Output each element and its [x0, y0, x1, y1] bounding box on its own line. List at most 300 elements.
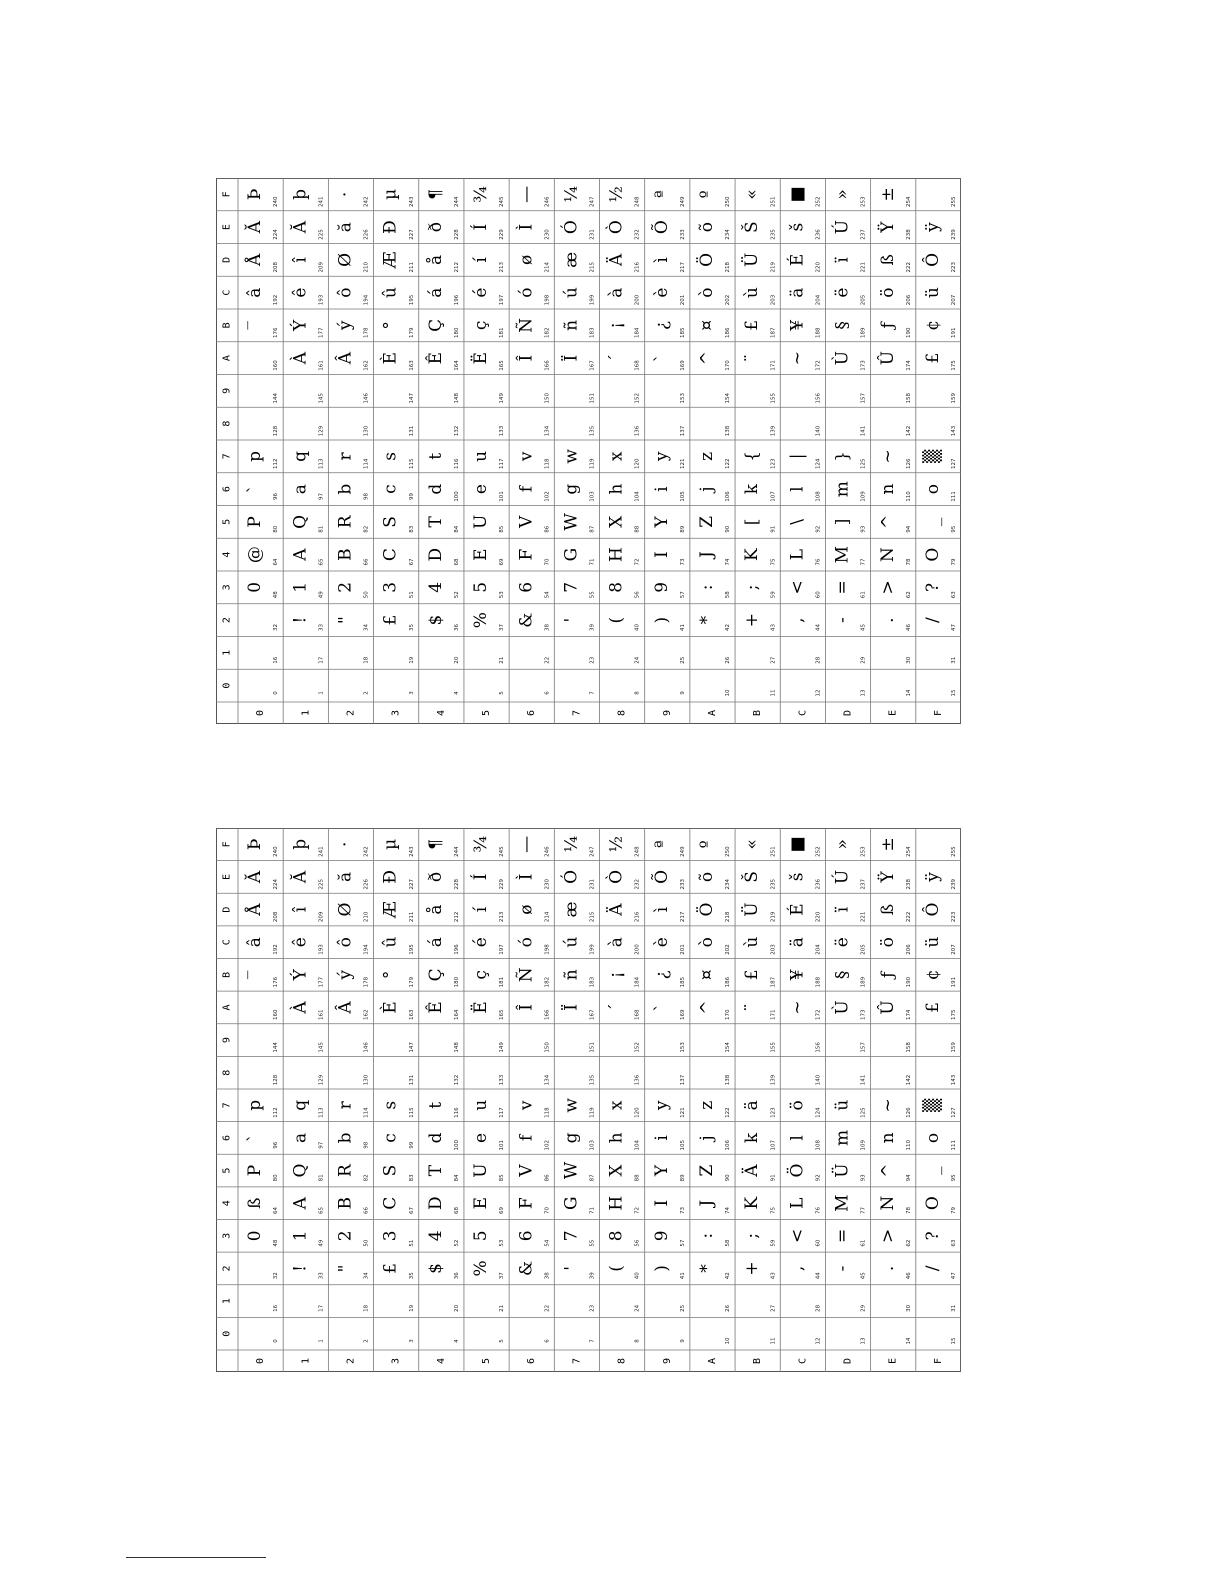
column-header-label: E: [887, 1357, 899, 1365]
cell-code-number: 211: [408, 911, 415, 923]
cell-code-number: 98: [363, 1141, 370, 1149]
cell-code-number: 163: [408, 360, 415, 371]
cell-code-number: 102: [544, 491, 551, 502]
cell-code-number: 242: [363, 846, 370, 857]
cell-glyph: »: [832, 839, 853, 850]
cell-code-number: 47: [951, 1272, 957, 1280]
cell-glyph: Ö: [697, 902, 718, 917]
cell-code-number: 66: [363, 558, 370, 566]
cell-code-number: 66: [363, 1207, 370, 1214]
cell-glyph: h: [606, 1132, 627, 1144]
cell-code-number: 238: [905, 229, 912, 240]
cell-glyph: ¾: [471, 836, 492, 853]
cell-code-number: 35: [408, 1272, 415, 1280]
cell-code-number: 232: [634, 229, 641, 240]
cell-code-number: 206: [905, 294, 912, 306]
cell-code-number: 221: [860, 262, 867, 273]
cell-code-number: 14: [905, 1337, 912, 1345]
cell-glyph: £: [742, 319, 763, 331]
cell-glyph: l: [787, 1135, 808, 1141]
cell-glyph: É: [787, 903, 808, 916]
cell-glyph: Ò: [606, 220, 627, 235]
cell-code-number: 22: [544, 656, 551, 664]
cell-glyph: A: [290, 1197, 311, 1210]
cell-code-number: 48: [273, 1239, 280, 1247]
cell-glyph: R: [335, 515, 356, 529]
cell-glyph: ç: [471, 970, 492, 980]
cell-glyph: Ä: [606, 253, 627, 267]
cell-code-number: 218: [725, 262, 732, 273]
cell-code-number: 71: [589, 1207, 596, 1214]
cell-glyph: ¥: [787, 969, 808, 981]
cell-code-number: 221: [860, 911, 867, 923]
cell-code-number: 138: [725, 1074, 732, 1086]
cell-code-number: 238: [905, 879, 912, 890]
cell-code-number: 26: [725, 656, 732, 664]
cell-glyph: b: [335, 483, 356, 495]
cell-glyph: £: [380, 1263, 401, 1274]
cell-glyph: ·: [335, 191, 356, 198]
cell-code-number: 10: [725, 1337, 732, 1345]
cell-code-number: 57: [679, 1239, 686, 1247]
cell-code-number: 239: [951, 879, 957, 890]
cell-glyph: k: [742, 1132, 763, 1144]
cell-code-number: 201: [679, 294, 686, 306]
cell-code-number: 155: [770, 393, 777, 404]
cell-code-number: 180: [453, 976, 460, 988]
cell-code-number: 23: [589, 1304, 596, 1312]
cell-code-number: 224: [273, 229, 280, 240]
cell-code-number: 59: [770, 591, 777, 599]
cell-glyph: ñ: [561, 319, 582, 331]
cell-glyph: !: [290, 616, 311, 624]
cell-glyph: û: [380, 287, 401, 299]
column-header-label: E: [887, 709, 899, 717]
cell-code-number: 7: [589, 691, 596, 695]
cell-code-number: 252: [815, 846, 822, 857]
cell-glyph: \: [787, 519, 808, 525]
cell-code-number: 213: [499, 911, 506, 923]
cell-code-number: 134: [544, 1074, 551, 1086]
cell-glyph: ¾: [471, 186, 492, 203]
row-header-label: 7: [221, 453, 233, 460]
cell-code-number: 249: [679, 196, 686, 207]
cell-code-number: 22: [544, 1304, 551, 1312]
cell-glyph: H: [606, 547, 627, 563]
cell-code-number: 249: [679, 846, 686, 857]
cell-code-number: 104: [634, 491, 641, 502]
cell-glyph: S: [380, 1164, 401, 1177]
cell-glyph: â: [245, 287, 266, 298]
cell-code-number: 62: [905, 1239, 912, 1247]
column-header-label: B: [752, 709, 764, 717]
column-header-label: C: [797, 1357, 809, 1365]
cell-glyph: -: [832, 1265, 853, 1272]
cell-glyph: u: [471, 1099, 492, 1111]
code-chart-svg: [216, 828, 961, 1372]
cell-code-number: 126: [905, 1107, 912, 1118]
cell-glyph: ": [335, 616, 356, 625]
cell-code-number: 188: [815, 976, 822, 988]
cell-code-number: 61: [860, 591, 867, 599]
cell-code-number: 222: [905, 262, 912, 273]
cell-glyph: Ă: [290, 870, 311, 884]
cell-code-number: 198: [544, 944, 551, 955]
cell-code-number: 38: [544, 624, 551, 631]
cell-code-number: 65: [318, 558, 325, 566]
cell-glyph: 4: [425, 1230, 446, 1242]
cell-code-number: 229: [499, 229, 506, 240]
cell-code-number: 95: [951, 525, 957, 533]
cell-glyph: Ó: [561, 220, 582, 235]
cell-code-number: 108: [815, 491, 822, 502]
cell-code-number: 174: [905, 360, 912, 371]
cell-glyph: Ë: [471, 351, 492, 365]
cell-glyph: µ: [380, 188, 401, 200]
cell-code-number: 102: [544, 1140, 551, 1151]
cell-code-number: 97: [318, 1141, 325, 1149]
cell-code-number: 72: [634, 558, 641, 566]
cell-code-number: 165: [499, 360, 506, 371]
cell-code-number: 60: [815, 1239, 822, 1247]
cell-code-number: 103: [589, 1140, 596, 1151]
cell-code-number: 76: [815, 1207, 822, 1214]
cell-code-number: 157: [860, 393, 867, 404]
cell-code-number: 250: [725, 196, 732, 207]
cell-glyph: Ă: [245, 870, 266, 884]
cell-code-number: 2: [363, 691, 370, 695]
cell-glyph: c: [380, 1133, 401, 1143]
cell-code-number: 101: [499, 1140, 506, 1151]
cell-glyph: ': [561, 1266, 582, 1271]
cell-code-number: 90: [725, 525, 732, 533]
cell-code-number: 155: [770, 1042, 777, 1053]
cell-glyph: `: [245, 484, 266, 494]
cell-glyph: ): [651, 1265, 672, 1272]
column-header-label: 9: [661, 709, 673, 717]
cell-code-number: 35: [408, 624, 415, 631]
cell-code-number: 151: [589, 393, 596, 404]
cell-code-number: 175: [951, 360, 957, 371]
cell-glyph: Q: [290, 514, 311, 529]
cell-code-number: 217: [679, 911, 686, 923]
cell-glyph: ă: [335, 871, 356, 883]
cell-code-number: 144: [273, 1042, 280, 1053]
cell-glyph: £: [922, 1002, 943, 1013]
cell-code-number: 215: [589, 911, 596, 923]
cell-glyph: ±: [877, 187, 898, 202]
cell-code-number: 247: [589, 196, 596, 207]
cell-code-number: 248: [634, 846, 641, 857]
cell-glyph: ½: [606, 186, 627, 203]
cell-glyph: Š: [742, 221, 763, 233]
cell-code-number: 202: [725, 294, 732, 306]
row-header-label: 6: [221, 1134, 233, 1141]
cell-glyph: T: [425, 1164, 446, 1177]
cell-glyph: N: [877, 1195, 898, 1211]
cell-glyph: &: [516, 1260, 537, 1277]
cell-code-number: 15: [951, 689, 957, 697]
cell-code-number: 182: [544, 976, 551, 988]
row-header-label: B: [221, 322, 233, 329]
cell-glyph: ±: [877, 837, 898, 852]
cell-code-number: 106: [725, 1140, 732, 1151]
cell-code-number: 131: [408, 425, 415, 437]
cell-glyph: Ê: [425, 351, 446, 365]
cell-code-number: 67: [408, 558, 415, 566]
cell-glyph: ¨: [742, 1003, 763, 1012]
row-header-label: A: [221, 1004, 233, 1011]
cell-code-number: 200: [634, 294, 641, 306]
cell-code-number: 94: [905, 1174, 912, 1182]
cell-glyph: «: [742, 839, 763, 850]
cell-code-number: 153: [679, 393, 686, 404]
cell-code-number: 42: [725, 624, 732, 631]
cell-glyph: z: [697, 451, 718, 461]
cell-code-number: 184: [634, 976, 641, 988]
cell-code-number: 164: [453, 360, 460, 371]
cell-code-number: 16: [273, 1304, 280, 1312]
cell-code-number: 115: [408, 458, 415, 469]
cell-glyph: o: [922, 484, 943, 495]
cell-glyph: j: [697, 486, 718, 492]
cell-glyph: r: [335, 452, 356, 461]
cell-code-number: 200: [634, 944, 641, 955]
cell-glyph: ": [335, 1264, 356, 1273]
cell-glyph: D: [425, 547, 446, 562]
cell-code-number: 208: [273, 262, 280, 273]
cell-code-number: 18: [363, 656, 370, 664]
cell-glyph: Û: [877, 1000, 898, 1015]
cell-glyph: ô: [335, 937, 356, 948]
cell-code-number: 209: [318, 911, 325, 923]
cell-code-number: 187: [770, 327, 777, 338]
cell-glyph: î: [290, 906, 311, 913]
cell-glyph: 9: [651, 581, 672, 593]
cell-code-number: 146: [363, 1042, 370, 1053]
cell-code-number: 127: [951, 1107, 957, 1118]
cell-glyph: V: [516, 1164, 537, 1177]
cell-glyph: <: [787, 580, 808, 595]
cell-glyph: Ò: [606, 869, 627, 884]
row-header-label: F: [221, 841, 233, 848]
cell-code-number: 100: [453, 1140, 460, 1151]
cell-glyph: š: [787, 872, 808, 882]
cell-code-number: 4: [453, 691, 460, 695]
cell-glyph: à: [606, 937, 627, 948]
cell-glyph: §: [832, 970, 853, 980]
cell-code-number: 27: [770, 656, 777, 664]
cell-code-number: 148: [453, 1042, 460, 1053]
cell-glyph: <: [787, 1228, 808, 1243]
cell-glyph: L: [787, 1197, 808, 1209]
cell-code-number: 105: [679, 491, 686, 502]
cell-code-number: 255: [951, 196, 957, 207]
cell-code-number: 194: [363, 944, 370, 955]
cell-glyph: ‾: [245, 321, 266, 330]
cell-glyph: 4: [425, 581, 446, 593]
cell-glyph: ç: [471, 320, 492, 331]
cell-glyph: n: [877, 483, 898, 495]
cell-code-number: 137: [679, 425, 686, 437]
cell-code-number: 2: [363, 1339, 370, 1343]
cell-code-number: 141: [860, 1074, 867, 1086]
cell-glyph: a: [290, 484, 311, 495]
cell-glyph: ß: [877, 254, 898, 266]
cell-code-number: 93: [860, 1174, 867, 1182]
cell-glyph: È: [380, 1001, 401, 1014]
cell-glyph: é: [471, 287, 492, 298]
cell-code-number: 116: [453, 1107, 460, 1118]
cell-code-number: 31: [951, 656, 957, 664]
cell-code-number: 219: [770, 911, 777, 923]
cell-code-number: 154: [725, 393, 732, 404]
cell-code-number: 23: [589, 656, 596, 664]
cell-glyph: à: [606, 287, 627, 298]
cell-code-number: 237: [860, 229, 867, 240]
cell-code-number: 46: [905, 624, 912, 631]
cell-code-number: 6: [544, 1339, 551, 1343]
cell-code-number: 153: [679, 1042, 686, 1053]
cell-code-number: 172: [815, 1009, 822, 1020]
cell-code-number: 60: [815, 591, 822, 599]
cell-code-number: 196: [453, 944, 460, 955]
cell-glyph: Ñ: [516, 317, 537, 333]
cell-code-number: 41: [679, 624, 686, 631]
cell-code-number: 245: [499, 196, 506, 207]
cell-code-number: 188: [815, 327, 822, 338]
cell-code-number: 56: [634, 1239, 641, 1247]
cell-glyph: ò: [697, 937, 718, 948]
cell-glyph: 6: [516, 1230, 537, 1242]
cell-code-number: 25: [679, 656, 686, 664]
cell-glyph: Æ: [380, 901, 401, 919]
cell-code-number: 251: [770, 846, 777, 857]
cell-glyph: v: [516, 1100, 537, 1111]
cell-code-number: 205: [860, 294, 867, 306]
cell-glyph: y: [651, 1100, 672, 1111]
cell-code-number: 90: [725, 1174, 732, 1182]
cell-code-number: 218: [725, 911, 732, 923]
cell-code-number: 92: [815, 525, 822, 533]
cell-code-number: 52: [453, 1239, 460, 1247]
cell-glyph: ¿: [651, 320, 672, 330]
cell-glyph: ƒ: [877, 971, 898, 978]
cell-code-number: 85: [499, 525, 506, 533]
cell-code-number: 98: [363, 493, 370, 500]
cell-glyph: ■: [787, 186, 808, 203]
cell-code-number: 52: [453, 591, 460, 599]
cell-code-number: 162: [363, 1009, 370, 1020]
cell-code-number: 64: [273, 1207, 280, 1214]
cell-glyph: ¥: [787, 319, 808, 331]
cell-code-number: 156: [815, 1042, 822, 1053]
cell-glyph: Ê: [425, 1001, 446, 1014]
cell-glyph: º: [697, 190, 718, 199]
cell-glyph: Ð: [380, 220, 401, 234]
cell-code-number: 193: [318, 294, 325, 306]
cell-code-number: 223: [951, 911, 957, 923]
cell-code-number: 222: [905, 911, 912, 923]
cell-code-number: 11: [770, 1337, 777, 1345]
cell-code-number: 242: [363, 196, 370, 207]
cell-code-number: 34: [363, 1272, 370, 1280]
cell-glyph: O: [922, 547, 943, 562]
cell-code-number: 234: [725, 229, 732, 240]
cell-code-number: 215: [589, 262, 596, 273]
cell-code-number: 29: [860, 1304, 867, 1312]
cell-code-number: 235: [770, 879, 777, 890]
column-header-label: D: [842, 709, 854, 717]
cell-code-number: 214: [544, 911, 551, 923]
cell-glyph: Ÿ: [877, 221, 898, 233]
cell-glyph: !: [290, 1265, 311, 1272]
cell-code-number: 209: [318, 262, 325, 273]
cell-code-number: 141: [860, 425, 867, 437]
cell-code-number: 203: [770, 944, 777, 955]
cell-glyph: š: [787, 222, 808, 232]
column-header-label: 5: [481, 1357, 493, 1365]
cell-code-number: 229: [499, 879, 506, 890]
cell-code-number: 43: [770, 624, 777, 631]
cell-code-number: 199: [589, 944, 596, 955]
cell-glyph: S: [380, 516, 401, 528]
cell-code-number: 220: [815, 262, 822, 273]
cell-glyph: Å: [245, 253, 266, 267]
cell-glyph: Ÿ: [877, 871, 898, 883]
cell-code-number: 99: [408, 1141, 415, 1149]
row-header-label: E: [221, 224, 233, 231]
cell-code-number: 189: [860, 976, 867, 988]
cell-code-number: 12: [815, 1337, 822, 1345]
cell-code-number: 89: [679, 1174, 686, 1182]
cell-code-number: 37: [499, 624, 506, 631]
cell-code-number: 101: [499, 491, 506, 502]
cell-glyph: $: [425, 1263, 446, 1274]
cell-glyph: °: [380, 970, 401, 980]
cell-glyph: ä: [787, 287, 808, 298]
cell-code-number: 55: [589, 1239, 596, 1247]
cell-code-number: 106: [725, 491, 732, 502]
cell-glyph: Í: [471, 873, 492, 881]
row-header-label: A: [221, 355, 233, 362]
cell-code-number: 176: [273, 327, 280, 338]
cell-code-number: 83: [408, 1174, 415, 1182]
cell-glyph: Ù: [832, 350, 853, 366]
cell-glyph: U: [471, 514, 492, 530]
cell-code-number: 161: [318, 1009, 325, 1020]
row-header-label: 8: [221, 1069, 233, 1076]
row-header-label: 9: [221, 1037, 233, 1044]
cell-code-number: 91: [770, 525, 777, 533]
cell-glyph: x: [606, 451, 627, 462]
cell-code-number: 207: [951, 294, 957, 306]
cell-glyph: Æ: [380, 251, 401, 269]
cell-code-number: 211: [408, 262, 415, 273]
cell-glyph: ó: [516, 937, 537, 948]
cell-glyph: (: [606, 616, 627, 624]
cell-code-number: 44: [815, 624, 822, 631]
cell-glyph: 0: [245, 1230, 266, 1242]
cell-code-number: 70: [544, 558, 551, 566]
cell-code-number: 10: [725, 689, 732, 697]
cell-glyph: Y: [651, 1164, 672, 1177]
cell-glyph: ï: [832, 257, 853, 263]
cell-glyph: l: [787, 486, 808, 492]
cell-code-number: 109: [860, 491, 867, 502]
cell-glyph: ý: [335, 970, 356, 980]
cell-code-number: 111: [951, 491, 957, 502]
